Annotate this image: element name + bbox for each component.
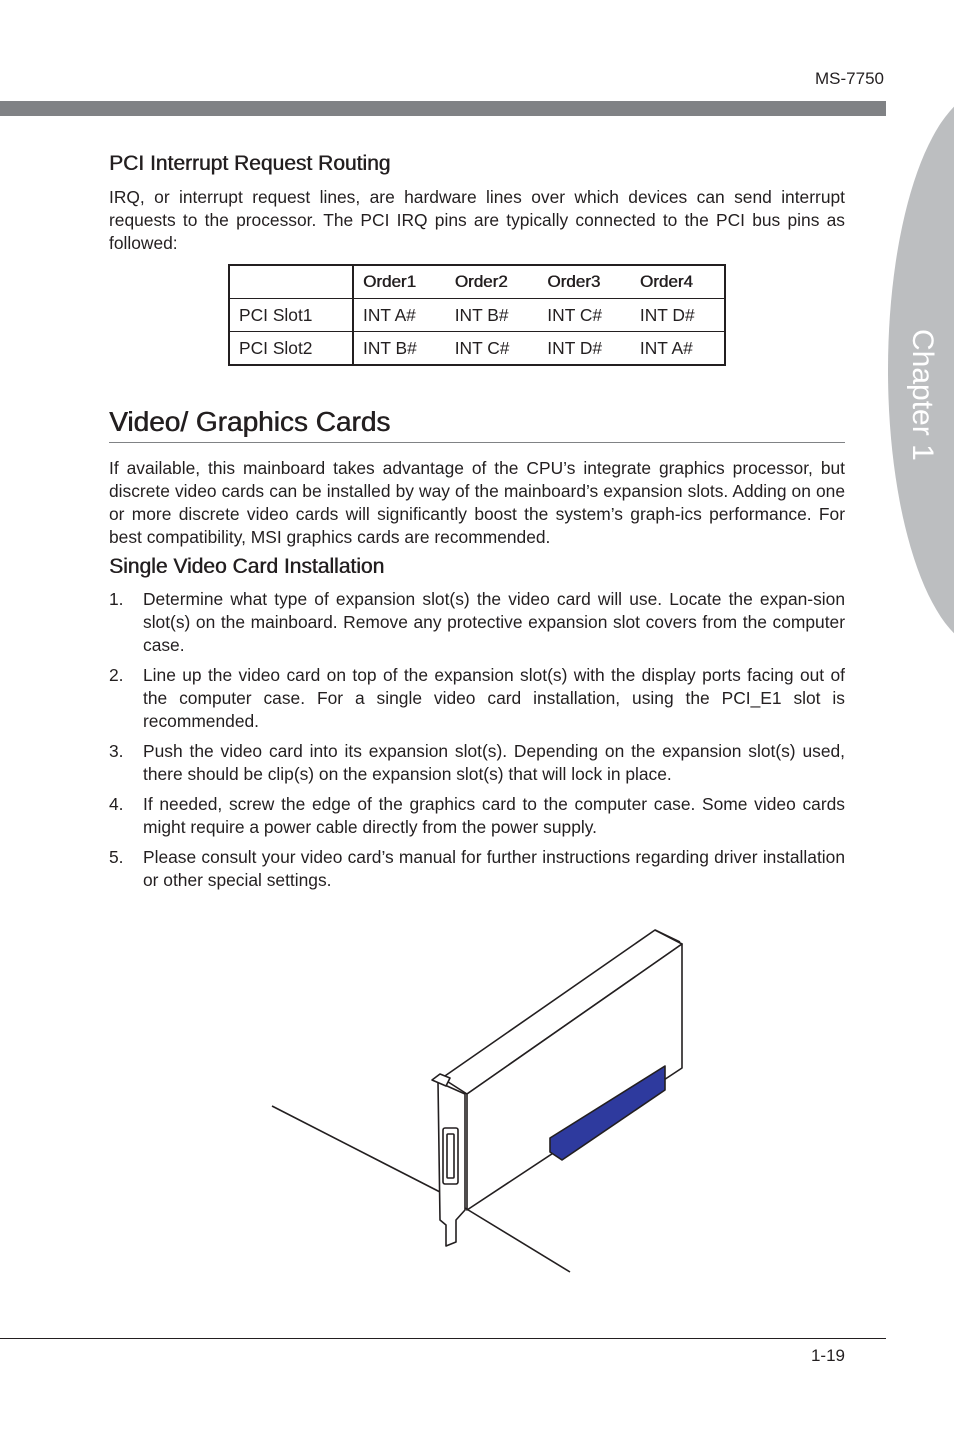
table-cell: PCI Slot1: [229, 299, 353, 332]
step-number: 1.: [109, 589, 124, 609]
table-cell: INT B#: [353, 332, 446, 366]
table-cell: INT D#: [538, 332, 631, 366]
table-cell: INT A#: [353, 299, 446, 332]
table-cell: INT C#: [446, 332, 539, 366]
step-text: Please consult your video card’s manual for further instructions regarding driver installation or other special settings.: [143, 847, 845, 890]
table-cell: INT D#: [631, 299, 725, 332]
irq-routing-table: [228, 264, 726, 366]
chapter-tab-label: Chapter 1: [906, 329, 939, 461]
step-text: Determine what type of expansion slot(s) the video card will use. Locate the expan-sion slot(s) on the mainboard. Remove any protective expansion slot covers from the computer case.: [143, 589, 845, 655]
table-header-cell: Order3: [538, 265, 631, 299]
table-header-cell: Order2: [446, 265, 539, 299]
floor-edge-line: [465, 1208, 570, 1272]
installation-steps: [109, 588, 845, 899]
table-cell: INT C#: [538, 299, 631, 332]
video-card-illustration: [260, 920, 700, 1280]
step-text: Push the video card into its expansion slot(s). Depending on the expansion slot(s) used, there should be clip(s) on the expansion slot(s) that will lock in place.: [143, 741, 845, 784]
table-header-row: [229, 265, 725, 299]
display-port: [443, 1128, 458, 1184]
irq-paragraph: IRQ, or interrupt request lines, are hardware lines over which devices can send interrupt requests to the processor. The PCI IRQ pins are typically connected to the PCI bus pins as followed:: [109, 187, 845, 253]
table-header-cell: Order4: [631, 265, 725, 299]
table-row: [229, 299, 725, 332]
table-cell: INT B#: [446, 299, 539, 332]
list-item: [109, 793, 845, 839]
page-number: 1-19: [810, 1346, 845, 1365]
irq-section-title: PCI Interrupt Request Routing: [109, 152, 391, 175]
step-text: If needed, screw the edge of the graphics card to the computer case. Some video cards might require a power cable directly from the power supply.: [143, 794, 845, 837]
list-item: [109, 664, 845, 733]
list-item: [109, 740, 845, 786]
header-bar: [0, 101, 886, 116]
table-row: [229, 332, 725, 366]
single-card-section-title: Single Video Card Installation: [109, 555, 385, 578]
step-number: 3.: [109, 741, 124, 761]
list-item: [109, 846, 845, 892]
table-cell: PCI Slot2: [229, 332, 353, 366]
model-number: MS-7750: [815, 69, 884, 88]
step-number: 2.: [109, 665, 124, 685]
video-paragraph: If available, this mainboard takes advantage of the CPU’s integrate graphics processor, but discrete video cards can be installed by way of the mainboard’s expansion slots. Adding on one or more discrete video cards will significantly boost the system’s graph-ics performance. For best compatibility, MSI graphics cards are recommended.: [109, 458, 845, 547]
table-header-cell: [229, 265, 353, 299]
footer-rule: [0, 1338, 886, 1339]
floor-edge-line: [272, 1106, 440, 1192]
video-section-title: Video/ Graphics Cards: [109, 406, 391, 437]
step-text: Line up the video card on top of the expansion slot(s) with the display ports facing out of the computer case. For a single video card installation, using the PCI_E1 slot is recommended.: [143, 665, 845, 731]
table-header-cell: Order1: [353, 265, 446, 299]
list-item: [109, 588, 845, 657]
step-number: 5.: [109, 847, 124, 867]
step-number: 4.: [109, 794, 124, 814]
table-cell: INT A#: [631, 332, 725, 366]
section-divider: [109, 442, 845, 443]
